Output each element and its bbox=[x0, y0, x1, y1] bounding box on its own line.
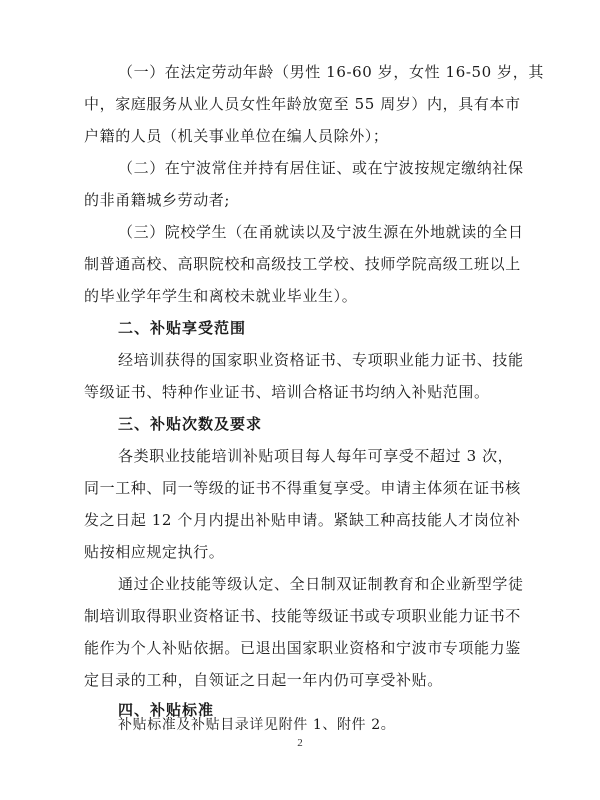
item-1-line-2: 中，家庭服务从业人员女性年龄放宽至 55 周岁）内，具有本市 bbox=[84, 95, 521, 113]
item-2-line-1: （二）在宁波常住并持有居住证、或在宁波按规定缴纳社保 bbox=[118, 159, 524, 177]
section-3-para-2-line-2: 制培训取得职业资格证书、技能等级证书或专项职业能力证书不 bbox=[84, 607, 521, 625]
section-3-para-1-line-3: 发之日起 12 个月内提出补贴申请。紧缺工种高技能人才岗位补 bbox=[84, 511, 521, 529]
section-2-heading: 二、补贴享受范围 bbox=[118, 319, 247, 337]
section-3-para-2-line-4: 定目录的工种，自领证之日起一年内仍可享受补贴。 bbox=[84, 671, 443, 689]
section-3-para-1-line-1: 各类职业技能培训补贴项目每人每年可享受不超过 3 次， bbox=[118, 447, 514, 465]
item-2-line-2: 的非甬籍城乡劳动者; bbox=[84, 191, 231, 209]
item-1-line-1: （一）在法定劳动年龄（男性 16-60 岁，女性 16-50 岁，其 bbox=[118, 63, 544, 81]
section-3-para-2-line-1: 通过企业技能等级认定、全日制双证制教育和企业新型学徒 bbox=[118, 575, 524, 593]
item-3-line-3: 的毕业学年学生和离校未就业毕业生）。 bbox=[84, 287, 358, 305]
item-3-line-2: 制普通高校、高职院校和高级技工学校、技师学院高级工班以上 bbox=[84, 255, 521, 273]
section-3-para-1-line-4: 贴按相应规定执行。 bbox=[84, 543, 225, 561]
section-4-heading: 四、补贴标准 bbox=[118, 701, 215, 719]
section-3-para-1-line-2: 同一工种、同一等级的证书不得重复享受。申请主体须在证书核 bbox=[84, 479, 521, 497]
section-2-line-2: 等级证书、特种作业证书、培训合格证书均纳入补贴范围。 bbox=[84, 383, 490, 401]
section-4-line-1: 补贴标准及补贴目录详见附件 1、附件 2。 bbox=[118, 717, 396, 733]
page-number: 2 bbox=[297, 737, 303, 749]
item-3-line-1: （三）院校学生（在甬就读以及宁波生源在外地就读的全日 bbox=[118, 223, 524, 241]
section-3-heading: 三、补贴次数及要求 bbox=[118, 415, 263, 433]
item-1-line-3: 户籍的人员（机关事业单位在编人员除外）； bbox=[84, 127, 389, 145]
section-3-para-2-line-3: 能作为个人补贴依据。已退出国家职业资格和宁波市专项能力鉴 bbox=[84, 639, 521, 657]
section-2-line-1: 经培训获得的国家职业资格证书、专项职业能力证书、技能 bbox=[118, 351, 524, 369]
